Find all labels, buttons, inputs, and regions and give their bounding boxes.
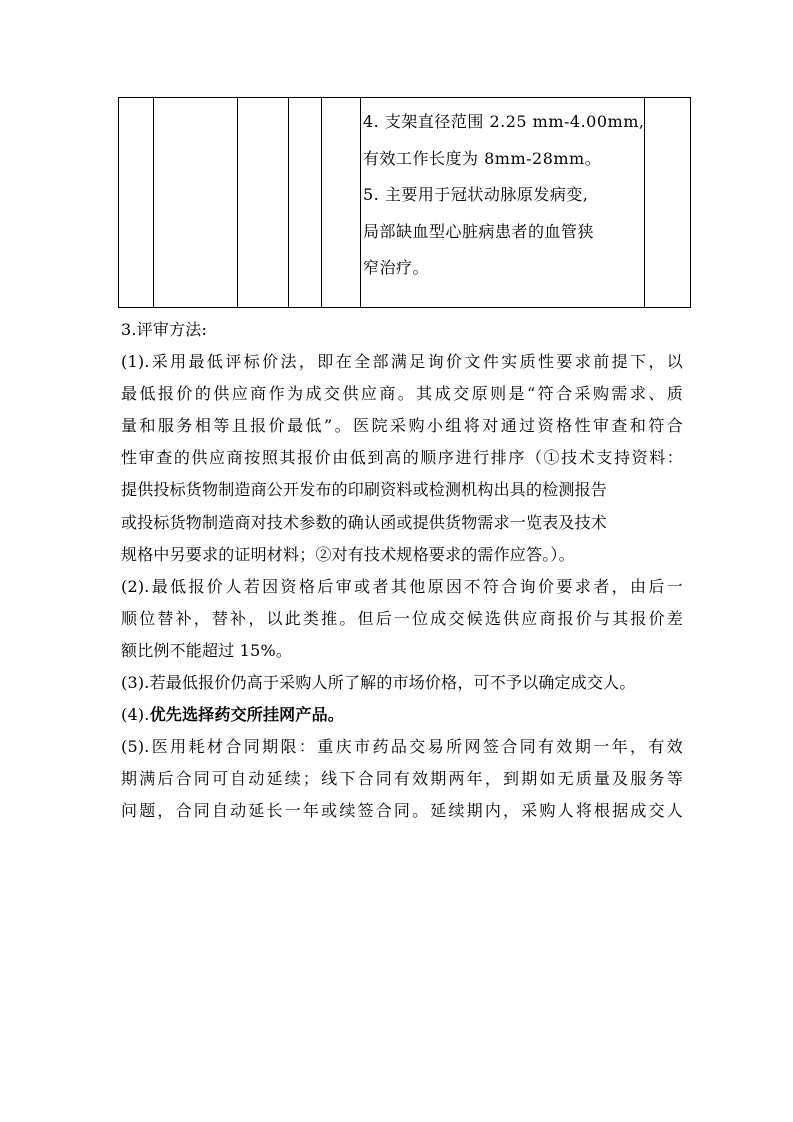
spec-line-usage-cont: 局部缺血型心脏病患者的血管狭	[363, 221, 595, 241]
paragraph-line: 性审查的供应商按照其报价由低到高的顺序进行排序（①技术支持资料：	[121, 448, 683, 468]
table-cell-5	[322, 98, 361, 308]
evaluation-section	[121, 314, 691, 828]
paragraph-line: (2).最低报价人若因资格后审或者其他原因不符合询价要求者，由后一	[121, 576, 683, 596]
paragraph-line: 量和服务相等且报价最低”。医院采购小组将对通过资格性审查和符合	[121, 416, 683, 436]
paragraph-line: 规格中另要求的证明材料；②对有技术规格要求的需作应答。）。	[121, 544, 575, 564]
paragraph-line: 问题，合同自动延长一年或续签合同。延续期内，采购人将根据成交人	[121, 801, 683, 821]
paragraph-line-item-4	[121, 699, 691, 731]
section-heading: 3.评审方法:	[121, 320, 208, 339]
item-4-number: (4).	[121, 705, 150, 725]
item-4-bold-text: 优先选择药交所挂网产品。	[149, 705, 344, 725]
paragraph-line: 额比例不能超过 15%。	[121, 640, 293, 660]
paragraph-line: 期满后合同可自动延续；线下合同有效期两年，到期如无质量及服务等	[121, 769, 683, 789]
table-cell-2	[154, 98, 238, 308]
paragraph-line: 提供投标货物制造商公开发布的印刷资料或检测机构出具的检测报告	[121, 480, 608, 500]
spec-table	[118, 97, 691, 308]
spec-line-diameter: 4. 支架直径范围 2.25 mm-4.00mm,	[363, 112, 645, 131]
spec-line-usage: 5. 主要用于冠状动脉原发病变,	[363, 185, 589, 204]
table-cell-4	[289, 98, 322, 308]
spec-line-usage-end: 窄治疗。	[363, 258, 430, 277]
table-cell-1	[119, 98, 154, 308]
paragraph-line: 最低报价的供应商作为成交供应商。其成交原则是“符合采购需求、质	[121, 384, 683, 404]
paragraph-line: (3).若最低报价仍高于采购人所了解的市场价格，可不予以确定成交人。	[121, 673, 636, 693]
paragraph-line: (5).医用耗材合同期限：重庆市药品交易所网签合同有效期一年，有效	[121, 737, 683, 757]
table-cell-7	[645, 98, 691, 308]
table-row	[119, 98, 691, 308]
table-cell-3	[238, 98, 289, 308]
paragraph-line: (1).采用最低评标价法，即在全部满足询价文件实质性要求前提下，以	[121, 352, 683, 372]
table-cell-spec	[361, 98, 645, 308]
paragraph-line: 顺位替补，替补，以此类推。但后一位成交候选供应商报价与其报价差	[121, 608, 683, 628]
spec-line-length: 有效工作长度为 8mm-28mm。	[363, 148, 602, 168]
paragraph-line: 或投标货物制造商对技术参数的确认函或提供货物需求一览表及技术	[121, 512, 608, 532]
